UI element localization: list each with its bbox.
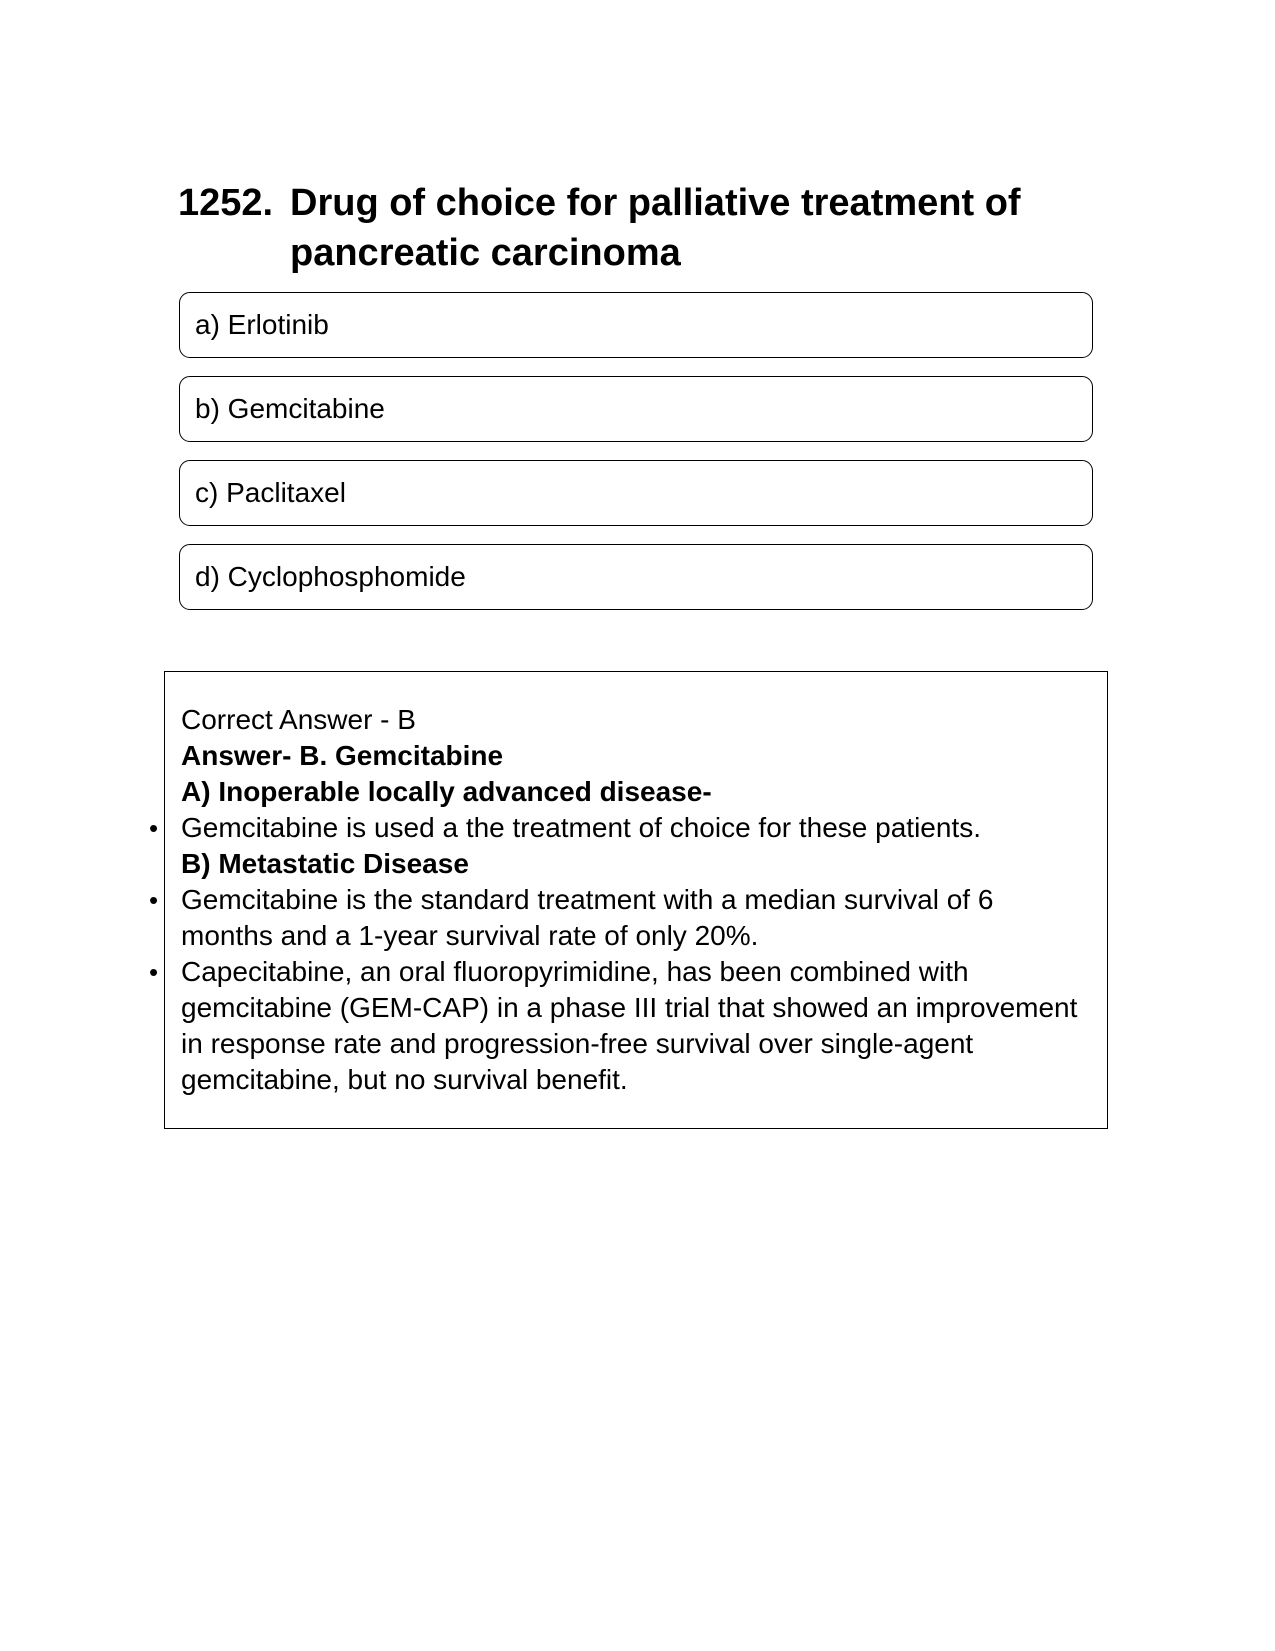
option-d[interactable]: d) Cyclophosphomide xyxy=(179,544,1093,610)
bullet-item xyxy=(149,810,1081,846)
correct-answer-line: Correct Answer - B xyxy=(181,704,416,735)
option-c[interactable]: c) Paclitaxel xyxy=(179,460,1093,526)
option-a[interactable]: a) Erlotinib xyxy=(179,292,1093,358)
answer-explanation xyxy=(149,702,1081,1098)
bullet-text: Gemcitabine is the standard treatment with a median survival of 6 months and a 1-year survival rate of only 20%. xyxy=(181,884,994,951)
question-heading xyxy=(178,178,1078,278)
bullet-icon: • xyxy=(149,885,159,915)
section-b-heading: B) Metastatic Disease xyxy=(181,848,469,879)
option-b[interactable]: b) Gemcitabine xyxy=(179,376,1093,442)
answer-title: Answer- B. Gemcitabine xyxy=(181,740,504,771)
bullet-item xyxy=(149,954,1081,1098)
question-number: 1252. xyxy=(178,182,274,224)
bullet-icon: • xyxy=(149,957,159,987)
bullet-text: Capecitabine, an oral fluoropyrimidine, has been combined with gemcitabine (GEM-CAP) in a phase III trial that showed an improvement in response rate and progression-free survival over single-agent gemcitabine, but no survival benefit. xyxy=(181,956,1078,1095)
bullet-icon: • xyxy=(149,813,159,843)
bullet-text: Gemcitabine is used a the treatment of choice for these patients. xyxy=(181,812,981,843)
question-text: Drug of choice for palliative treatment of pancreatic carcinoma xyxy=(290,182,1021,274)
section-a-heading: A) Inoperable locally advanced disease- xyxy=(181,776,712,807)
bullet-item xyxy=(149,882,1081,954)
